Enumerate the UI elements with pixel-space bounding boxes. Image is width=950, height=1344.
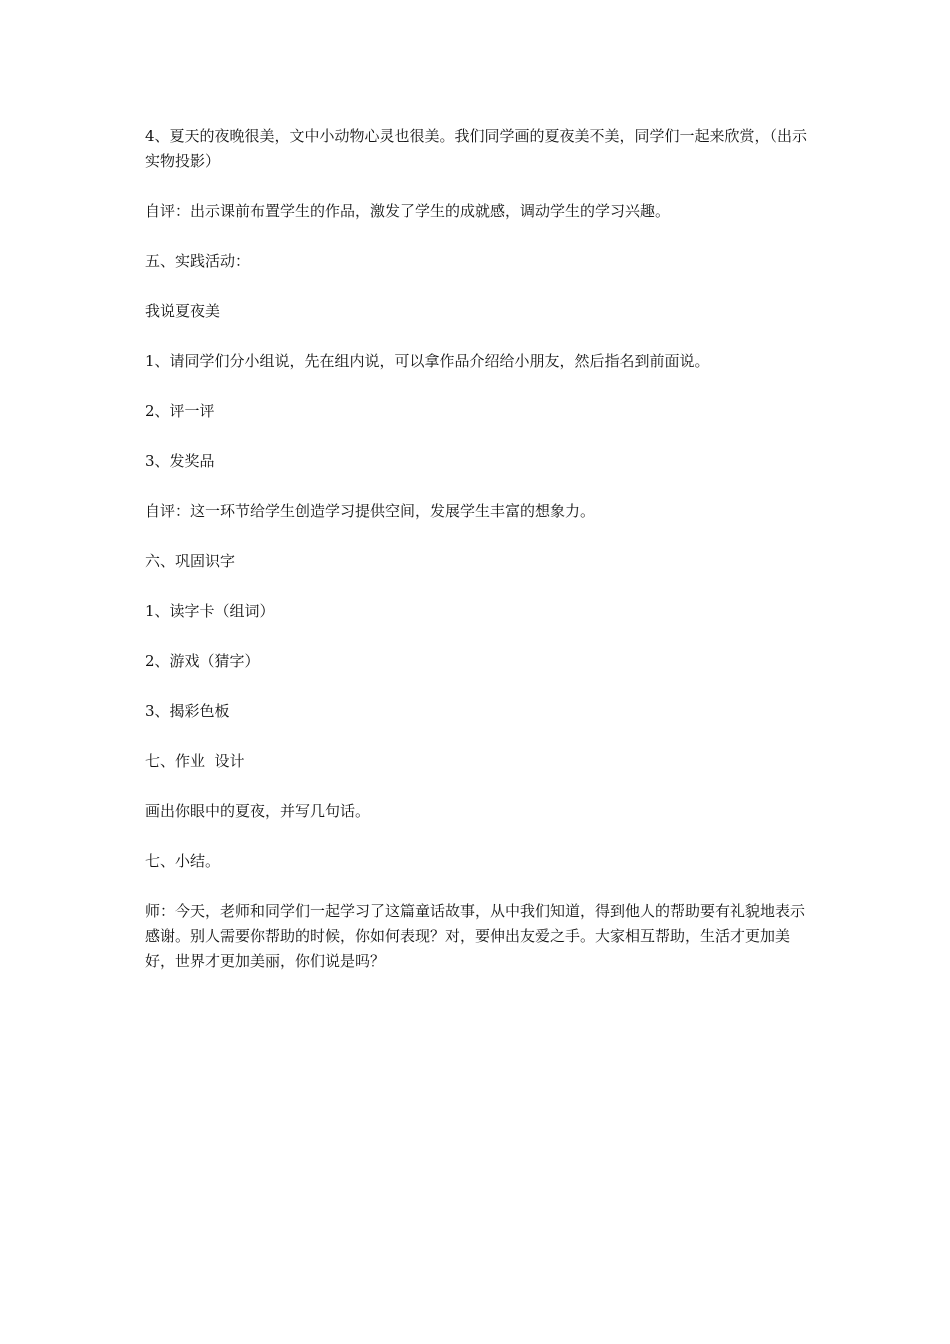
list-item-game: 2、游戏（猜字）	[145, 652, 260, 670]
paragraph-i-say-summer-night: 我说夏夜美	[145, 302, 221, 320]
list-item-evaluate: 2、评一评	[145, 402, 215, 420]
paragraph-self-review-1: 自评：出示课前布置学生的作品，激发了学生的成就感，调动学生的学习兴趣。	[145, 202, 671, 220]
paragraph-self-review-2: 自评：这一环节给学生创造学习提供空间，发展学生丰富的想象力。	[145, 502, 596, 520]
heading-practice-activity: 五、实践活动：	[145, 252, 251, 270]
list-item-group-talk: 1、请同学们分小组说，先在组内说，可以拿作品介绍给小朋友，然后指名到前面说。	[145, 352, 710, 370]
paragraph-homework: 画出你眼中的夏夜，并写几句话。	[145, 802, 371, 820]
heading-summary: 七、小结。	[145, 852, 221, 870]
document-body	[145, 124, 810, 999]
list-item-read-cards: 1、读字卡（组词）	[145, 602, 275, 620]
heading-homework-design: 七、作业 设计	[145, 752, 245, 770]
paragraph-art-appreciation: 4、夏天的夜晚很美，文中小动物心灵也很美。我们同学画的夏夜美不美，同学们一起来欣赏，（出示实物投影）	[145, 127, 808, 170]
paragraph-teacher-summary: 师：今天，老师和同学们一起学习了这篇童话故事，从中我们知道，得到他人的帮助要有礼貌地表示感谢。别人需要你帮助的时候，你如何表现？对，要伸出友爱之手。大家相互帮助，生活才更加美好，世界才更加美丽，你们说是吗？	[145, 902, 806, 970]
list-item-color-board: 3、揭彩色板	[145, 702, 230, 720]
list-item-prizes: 3、发奖品	[145, 452, 215, 470]
heading-consolidate-characters: 六、巩固识字	[145, 552, 236, 570]
